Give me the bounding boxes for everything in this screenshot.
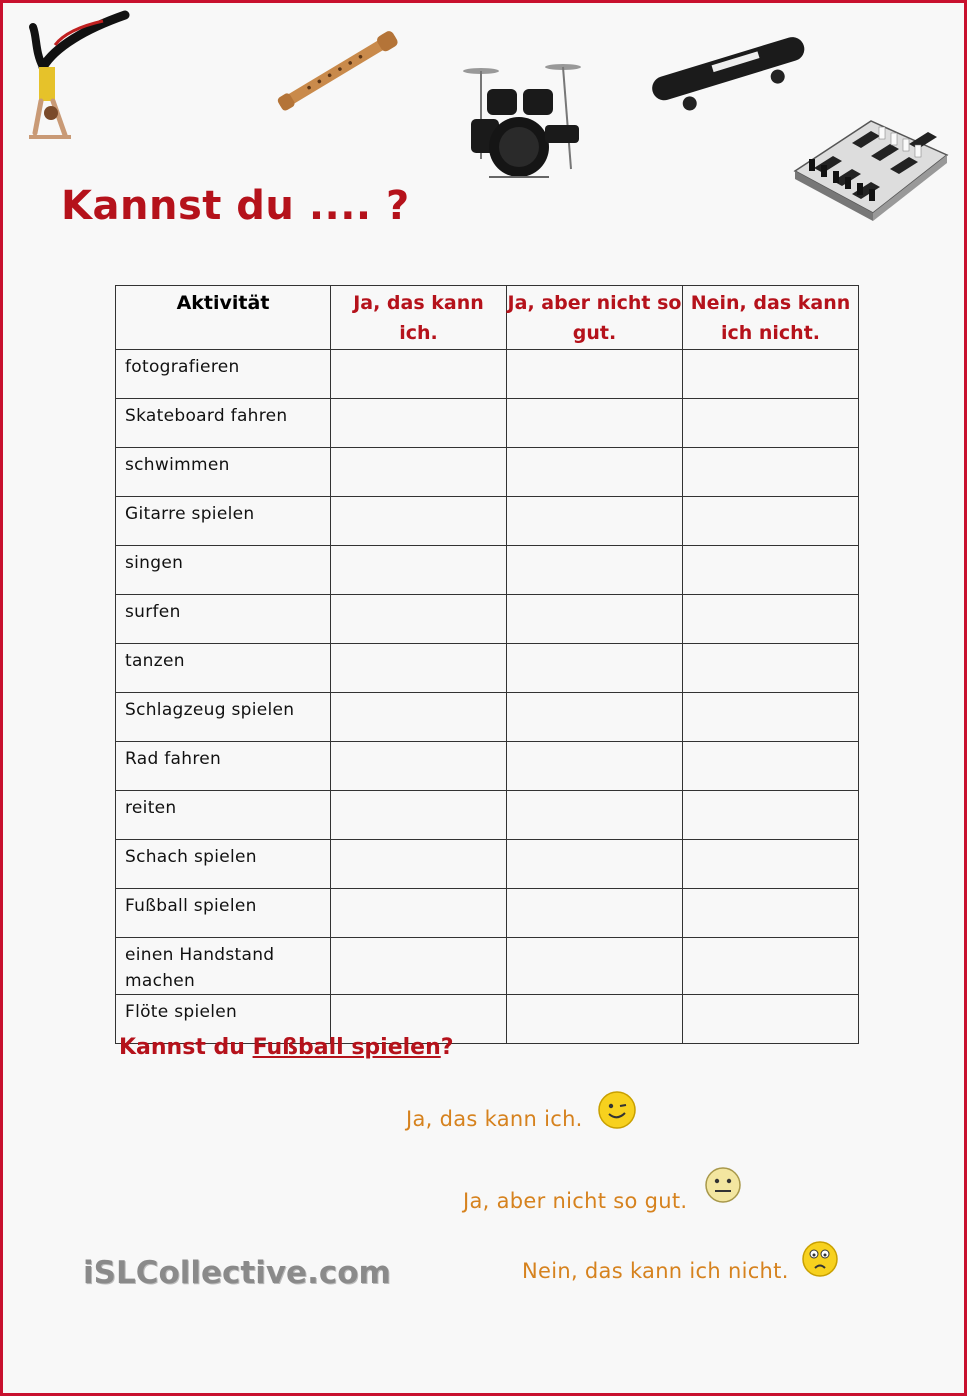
cell-yes-can[interactable] [331,546,507,595]
cell-no-cannot[interactable] [683,497,859,546]
activity-label: Schlagzeug spielen [116,693,331,742]
cell-yes-not-well[interactable] [507,546,683,595]
cell-yes-can[interactable] [331,497,507,546]
cell-yes-can[interactable] [331,350,507,399]
activity-table [115,285,859,1044]
cell-yes-not-well[interactable] [507,448,683,497]
activity-label: einen Handstand machen [116,938,331,995]
example-question [119,1035,454,1060]
cell-yes-not-well[interactable] [507,350,683,399]
cell-no-cannot[interactable] [683,938,859,995]
table-row [116,350,859,399]
cell-yes-can[interactable] [331,595,507,644]
cell-yes-can[interactable] [331,840,507,889]
table-row [116,791,859,840]
cell-yes-not-well[interactable] [507,497,683,546]
activity-label: Schach spielen [116,840,331,889]
activity-label: reiten [116,791,331,840]
cell-yes-not-well[interactable] [507,742,683,791]
activity-label: Skateboard fahren [116,399,331,448]
activity-label: Gitarre spielen [116,497,331,546]
cell-yes-can[interactable] [331,399,507,448]
table-row [116,497,859,546]
handstand-dancer-image [25,7,137,147]
table-row [116,644,859,693]
question-prefix: Kannst du [119,1035,253,1060]
cell-yes-not-well[interactable] [507,693,683,742]
cell-yes-not-well[interactable] [507,938,683,995]
drum-kit-image [459,59,595,183]
activity-label: fotografieren [116,350,331,399]
activity-label: Flöte spielen [116,995,331,1044]
winking-smiley-icon [596,1089,638,1131]
cell-yes-can[interactable] [331,791,507,840]
table-row [116,693,859,742]
cell-no-cannot[interactable] [683,995,859,1044]
activity-label: Fußball spielen [116,889,331,938]
cell-yes-can[interactable] [331,742,507,791]
table-row [116,742,859,791]
cell-no-cannot[interactable] [683,791,859,840]
header-yes-not-well: Ja, aber nicht so gut. [507,286,683,350]
table-row [116,595,859,644]
cell-no-cannot[interactable] [683,840,859,889]
cell-yes-can[interactable] [331,693,507,742]
chess-board-image [789,113,951,223]
recorder-flute-image [265,27,410,117]
table-row [116,938,859,995]
answer-yes-not-well: Ja, aber nicht so gut. [463,1189,688,1213]
table-row [116,546,859,595]
answer-yes-can: Ja, das kann ich. [406,1107,583,1131]
activity-label: schwimmen [116,448,331,497]
table-row [116,840,859,889]
activity-label: singen [116,546,331,595]
cell-no-cannot[interactable] [683,448,859,497]
header-no-cannot: Nein, das kann ich nicht. [683,286,859,350]
brand-logo-text: iSLCollective.com [83,1255,391,1291]
activity-label: Rad fahren [116,742,331,791]
cell-yes-can[interactable] [331,889,507,938]
header-activity: Aktivität [116,286,331,350]
cell-no-cannot[interactable] [683,742,859,791]
cell-yes-not-well[interactable] [507,889,683,938]
cell-yes-not-well[interactable] [507,595,683,644]
cell-yes-not-well[interactable] [507,840,683,889]
cell-yes-can[interactable] [331,448,507,497]
answer-no-cannot: Nein, das kann ich nicht. [522,1259,789,1283]
question-activity: Fußball spielen [252,1035,441,1060]
cell-no-cannot[interactable] [683,693,859,742]
cell-no-cannot[interactable] [683,595,859,644]
sad-smiley-icon [800,1239,840,1279]
cell-no-cannot[interactable] [683,546,859,595]
page-title: Kannst du .... ? [61,183,410,229]
header-yes-can: Ja, das kann ich. [331,286,507,350]
question-suffix: ? [440,1035,454,1060]
activity-label: surfen [116,595,331,644]
table-row [116,889,859,938]
cell-no-cannot[interactable] [683,350,859,399]
skateboard-image [643,21,811,115]
cell-yes-not-well[interactable] [507,644,683,693]
activity-label: tanzen [116,644,331,693]
cell-yes-can[interactable] [331,938,507,995]
cell-yes-not-well[interactable] [507,791,683,840]
cell-no-cannot[interactable] [683,644,859,693]
cell-no-cannot[interactable] [683,889,859,938]
table-row [116,448,859,497]
cell-yes-not-well[interactable] [507,995,683,1044]
cell-yes-can[interactable] [331,644,507,693]
table-row [116,399,859,448]
cell-no-cannot[interactable] [683,399,859,448]
neutral-smiley-icon [703,1165,743,1205]
cell-yes-not-well[interactable] [507,399,683,448]
